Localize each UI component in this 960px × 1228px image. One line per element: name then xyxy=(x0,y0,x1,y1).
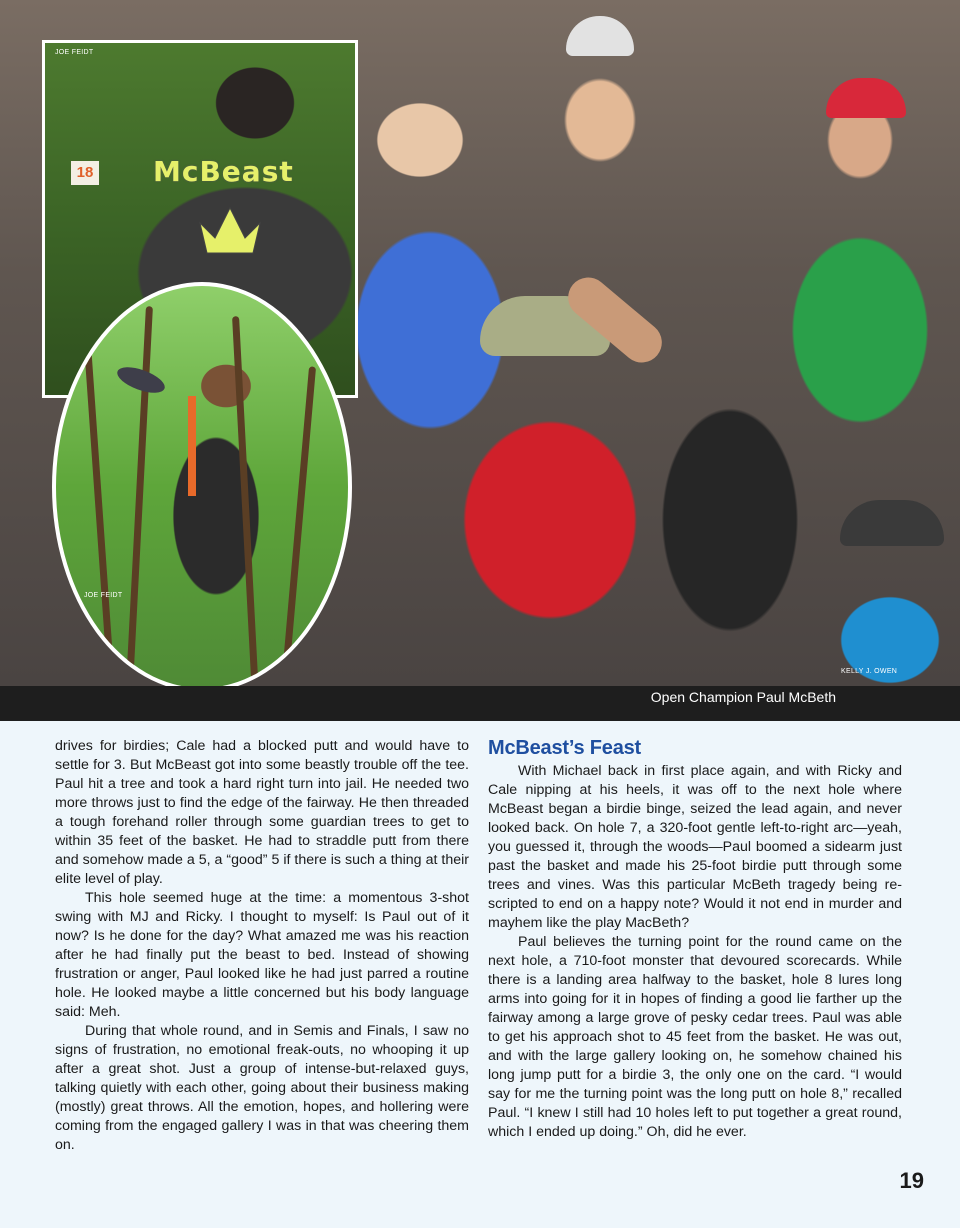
paragraph: With Michael back in first place again, and with Ricky and Cale nipping at his heels, it was off to the next hole where McBeast began a birdie binge, seized the lead again, and never looked back. On hole 7, a 320-foot gentle left-to-right arc—yeah, you guessed it, through the woods—Paul boomed a sidearm just past the basket and made his 25-foot birdie putt through some trees and vines. Was this particular McBeth tragedy being re-scripted to end on a happy note? Would it not end in murder and mayhem like the play MacBeth? xyxy=(488,763,902,931)
hole-sign xyxy=(71,161,99,185)
vine xyxy=(283,366,316,665)
section-heading: McBeast’s Feast xyxy=(488,737,641,759)
shirt-text: McBeast xyxy=(153,155,294,188)
paragraph: This hole seemed huge at the time: a momentous 3-shot swing with MJ and Ricky. I thought to myself: Is Paul out of it now? Is he done for the day? What amazed me was his reaction after he had finally put the beast to bed. Instead of showing frustration or anger, Paul looked like he had just parred a routine hole. He looked maybe a little concerned but his body language said: Meh. xyxy=(55,890,469,1020)
page-number: 19 xyxy=(899,1168,924,1193)
photo-credit-main: KELLY J. OWEN xyxy=(841,668,898,675)
inset-photo-putting xyxy=(52,282,352,686)
spectator-white-cap xyxy=(566,16,634,56)
photo-credit: JOE FEIDT xyxy=(84,592,123,599)
vine xyxy=(126,306,153,686)
paragraph: drives for birdies; Cale had a blocked putt and would have to settle for 3. But McBeast got into some beastly trouble off the tee. Paul hit a tree and took a hard right turn into jail. He needed two more throws just to find the edge of the fairway. He then threaded a tough forehand roller through some guardian trees to get to within 35 feet of the basket. He had to straddle putt from there and somehow made a 5, a “good” 5 if there is such a thing at their elite level of play. xyxy=(55,738,469,887)
photo-credit: JOE FEIDT xyxy=(55,49,94,56)
photo-caption: Open Champion Paul McBeth xyxy=(650,689,836,705)
vine xyxy=(84,346,115,686)
caption-bar xyxy=(0,686,960,721)
hole-sign-number: 18 xyxy=(76,164,94,181)
paragraph: During that whole round, and in Semis and Finals, I saw no signs of frustration, no emotional freak-outs, no whooping it up after a great shot. Just a group of intense-but-relaxed guys, talking quietly with each other, going about their business making (mostly) great throws. All the emotion, hopes, and hollering were coming from the engaged gallery I was in that was cheering them on. xyxy=(55,1023,469,1153)
vine xyxy=(232,316,259,686)
spectator-cap xyxy=(840,500,944,546)
article-column-left xyxy=(55,737,469,1155)
crown-logo-icon xyxy=(195,203,265,263)
article-column-right xyxy=(488,736,902,1142)
spectator-red-hat xyxy=(826,78,906,118)
shirt-orange-trim xyxy=(188,396,196,496)
paragraph: Paul believes the turning point for the round came on the next hole, a 710-foot monster that devoured scorecards. While there is a landing area halfway to the basket, hole 8 lures long arms into going for it in hopes of finding a good lie farther up the fairway among a large grove of pesky cedar trees. Paul was able to get his approach shot to 45 feet from the basket. He was out, and with the large gallery looking on, he somehow chained his long jump putt for a birdie 3, the only one on the card. “I would say for me the turning point was the long putt on hole 8,” recalled Paul. “I knew I still had 10 holes left to put together a great round, which I ended up doing.” Oh, did he ever. xyxy=(488,934,902,1140)
